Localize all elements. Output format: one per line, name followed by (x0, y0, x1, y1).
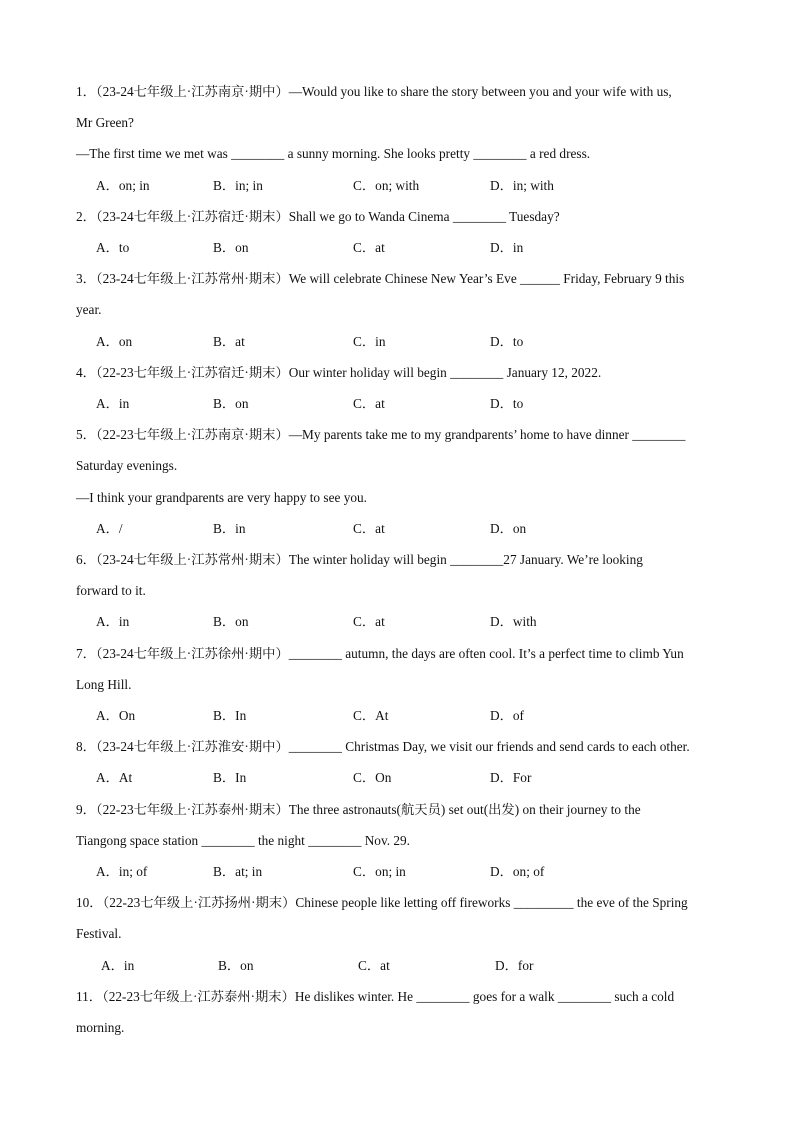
answer-options (96, 864, 736, 880)
answer-options (96, 240, 736, 256)
question-stem: 7．（23-24七年级上·江苏徐州·期中）________ autumn, the days are often cool. It’s a perfect time to climb Yun (76, 645, 684, 661)
question-text-line: year. (76, 302, 102, 318)
answer-option-c[interactable]: C．on; with (353, 177, 420, 193)
answer-option-b[interactable]: B．at; in (213, 864, 263, 879)
question-stem: 6．（23-24七年级上·江苏常州·期末）The winter holiday will begin ________27 January. We’re looking (76, 552, 643, 567)
answer-option-c[interactable]: C．at (353, 240, 385, 255)
answer-option-d[interactable]: D．on (490, 520, 527, 536)
answer-options (96, 770, 736, 786)
answer-option-b[interactable]: B．on (213, 240, 249, 255)
answer-options (96, 708, 736, 724)
answer-options (96, 178, 736, 194)
answer-option-a[interactable]: A．in (96, 614, 130, 630)
answer-option-b[interactable]: B．on (218, 957, 254, 973)
question-text-line: —I think your grandparents are very happy to see you. (76, 489, 367, 505)
question-stem: 5．（22-23七年级上·江苏南京·期末）—My parents take me to my grandparents’ home to have dinner ________ (76, 427, 686, 443)
answer-option-b[interactable]: B．in; in (213, 177, 263, 193)
answer-options (96, 614, 736, 630)
answer-option-a[interactable]: A．to (96, 240, 130, 255)
answer-option-d[interactable]: D．on; of (490, 864, 545, 879)
answer-option-d[interactable]: D．to (490, 396, 524, 411)
answer-option-a[interactable]: A．/ (96, 520, 123, 536)
answer-option-a[interactable]: A．on; in (96, 177, 150, 193)
answer-option-d[interactable]: D．for (495, 957, 534, 973)
answer-option-b[interactable]: B．at (213, 333, 245, 349)
answer-option-b[interactable]: B．on (213, 396, 249, 411)
answer-option-c[interactable]: C．at (358, 957, 390, 973)
question-text-line: Saturday evenings. (76, 458, 178, 474)
answer-option-d[interactable]: D．of (490, 708, 524, 723)
answer-option-a[interactable]: A．On (96, 708, 136, 723)
answer-option-b[interactable]: B．in (213, 520, 246, 536)
answer-option-c[interactable]: C．at (353, 396, 385, 411)
answer-option-d[interactable]: D．in (490, 240, 524, 255)
answer-option-d[interactable]: D．to (490, 333, 524, 349)
answer-options (96, 334, 736, 350)
answer-options (96, 521, 736, 537)
question-stem: 10．（22-23七年级上·江苏扬州·期末）Chinese people like letting off fireworks _________ the eve of the Spring (76, 895, 688, 911)
answer-option-c[interactable]: C．at (353, 520, 385, 536)
answer-option-a[interactable]: A．on (96, 333, 133, 349)
question-stem: 2．（23-24七年级上·江苏宿迁·期末）Shall we go to Wanda Cinema ________ Tuesday? (76, 208, 560, 224)
answer-option-c[interactable]: C．At (353, 708, 389, 723)
question-stem: 9．（22-23七年级上·江苏泰州·期末）The three astronauts(航天员) set out(出发) on their journey to the (76, 801, 641, 817)
answer-option-c[interactable]: C．on; in (353, 864, 406, 879)
question-text-line: Festival. (76, 926, 122, 942)
question-text-line: —The first time we met was ________ a sunny morning. She looks pretty ________ a red dress. (76, 146, 591, 162)
answer-option-a[interactable]: A．At (96, 770, 133, 786)
question-stem: 3．（23-24七年级上·江苏常州·期末）We will celebrate Chinese New Year’s Eve ______ Friday, February 9 this (76, 271, 685, 287)
answer-option-b[interactable]: B．In (213, 708, 247, 723)
answer-option-b[interactable]: B．on (213, 614, 249, 630)
answer-option-a[interactable]: A．in; of (96, 864, 148, 879)
question-text-line: Long Hill. (76, 676, 132, 692)
question-text-line: morning. (76, 1020, 125, 1035)
answer-option-b[interactable]: B．In (213, 770, 247, 786)
question-stem: 1．（23-24七年级上·江苏南京·期中）—Would you like to share the story between you and your wife with us, (76, 84, 672, 99)
answer-option-d[interactable]: D．with (490, 614, 537, 630)
question-stem: 8．（23-24七年级上·江苏淮安·期中）________ Christmas Day, we visit our friends and send cards to each other. (76, 739, 690, 755)
question-text-line: Mr Green? (76, 115, 134, 131)
answer-options (96, 396, 736, 412)
question-text-line: forward to it. (76, 583, 146, 599)
answer-option-c[interactable]: C．in (353, 333, 386, 349)
answer-options (101, 958, 741, 974)
question-stem: 4．（22-23七年级上·江苏宿迁·期末）Our winter holiday will begin ________ January 12, 2022. (76, 364, 602, 380)
answer-option-c[interactable]: C．On (353, 770, 392, 786)
answer-option-c[interactable]: C．at (353, 614, 385, 630)
answer-option-d[interactable]: D．For (490, 770, 532, 786)
answer-option-a[interactable]: A．in (101, 957, 135, 973)
answer-option-d[interactable]: D．in; with (490, 177, 554, 193)
question-text-line: Tiangong space station ________ the night ________ Nov. 29. (76, 832, 411, 848)
answer-option-a[interactable]: A．in (96, 396, 130, 411)
question-stem: 11．（22-23七年级上·江苏泰州·期末）He dislikes winter. He ________ goes for a walk ________ such a cold (76, 988, 675, 1004)
